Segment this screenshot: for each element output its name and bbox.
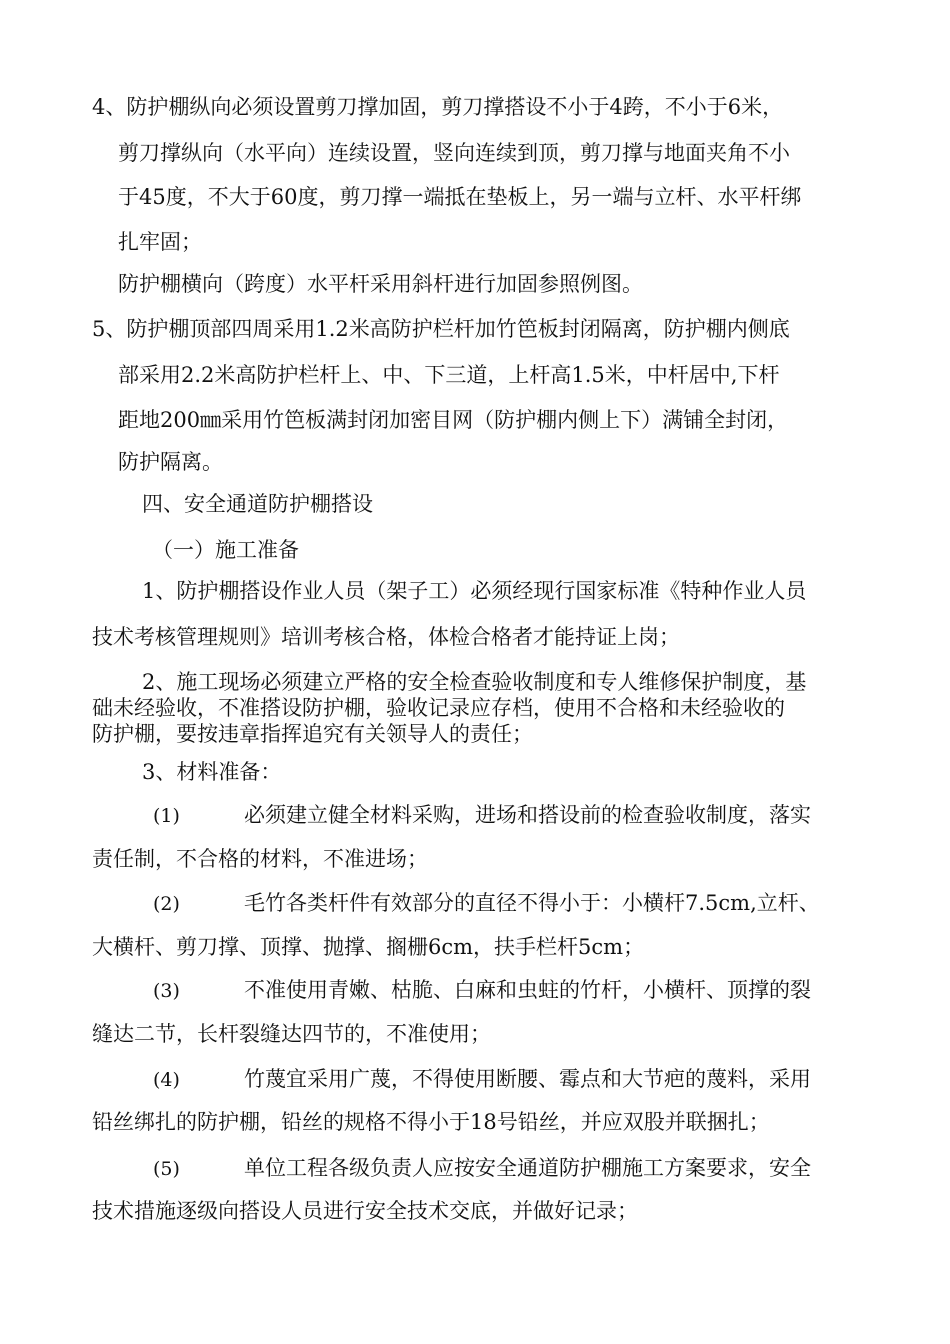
subsection-heading: （一）施工准备 [152, 538, 299, 562]
text-line: 铅丝绑扎的防护棚，铅丝的规格不得小于18号铅丝，并应双股并联捆扎； [92, 1110, 770, 1134]
enum-number: (5) [153, 1158, 180, 1180]
enum-number: (3) [153, 980, 180, 1002]
text-line: 4、防护棚纵向必须设置剪刀撑加固，剪刀撑搭设不小于4跨，不小于6米， [92, 95, 784, 119]
text-line: 不准使用青嫩、枯脆、白麻和虫蛀的竹杆，小横杆、顶撑的裂 [244, 978, 811, 1002]
text-line: 剪刀撑纵向（水平向）连续设置，竖向连续到顶，剪刀撑与地面夹角不小 [118, 141, 790, 165]
enum-number: (4) [153, 1069, 180, 1091]
text-line: 部采用2.2米高防护栏杆上、中、下三道，上杆高1.5米，中杆居中,下杆 [118, 363, 780, 387]
text-line: 单位工程各级负责人应按安全通道防护棚施工方案要求，安全 [244, 1156, 811, 1180]
text-line: 防护隔离。 [118, 450, 223, 474]
text-line: 2、施工现场必须建立严格的安全检查验收制度和专人维修保护制度，基 [142, 670, 807, 694]
text-line: 1、防护棚搭设作业人员（架子工）必须经现行国家标准《特种作业人员 [142, 579, 807, 603]
text-line: 础未经验收，不准搭设防护棚，验收记录应存档，使用不合格和未经验收的 [92, 696, 785, 720]
enum-number: (1) [153, 805, 180, 827]
section-heading: 四、安全通道防护棚搭设 [142, 492, 373, 516]
text-line: 技术措施逐级向搭设人员进行安全技术交底，并做好记录； [92, 1199, 638, 1223]
text-line: 防护棚，要按违章指挥追究有关领导人的责任； [92, 722, 533, 746]
text-line: 扎牢固； [118, 230, 202, 254]
text-line: 大横杆、剪刀撑、顶撑、抛撑、搁栅6cm，扶手栏杆5cm； [92, 935, 645, 959]
text-line: 技术考核管理规则》培训考核合格，体检合格者才能持证上岗； [92, 625, 680, 649]
paragraph-3: 3、材料准备： [142, 760, 282, 784]
text-line: 竹蔑宜采用广蔑，不得使用断腰、霉点和大节疤的蔑料，采用 [244, 1067, 811, 1091]
text-line: 缝达二节，长杆裂缝达四节的，不准使用； [92, 1022, 491, 1046]
text-line: 于45度，不大于60度，剪刀撑一端抵在垫板上，另一端与立杆、水平杆绑 [118, 185, 802, 209]
text-line: 责任制，不合格的材料，不准进场； [92, 847, 428, 871]
text-line: 防护棚横向（跨度）水平杆采用斜杆进行加固参照例图。 [118, 272, 643, 296]
text-line: 必须建立健全材料采购，进场和搭设前的检查验收制度，落实 [244, 803, 811, 827]
text-line: 毛竹各类杆件有效部分的直径不得小于：小横杆7.5cm,立杆、 [244, 891, 820, 915]
enum-number: (2) [153, 893, 180, 915]
text-line: 距地200㎜采用竹笆板满封闭加密目网（防护棚内侧上下）满铺全封闭， [118, 408, 789, 432]
text-line: 5、防护棚顶部四周采用1.2米高防护栏杆加竹笆板封闭隔离，防护棚内侧底 [92, 317, 790, 341]
